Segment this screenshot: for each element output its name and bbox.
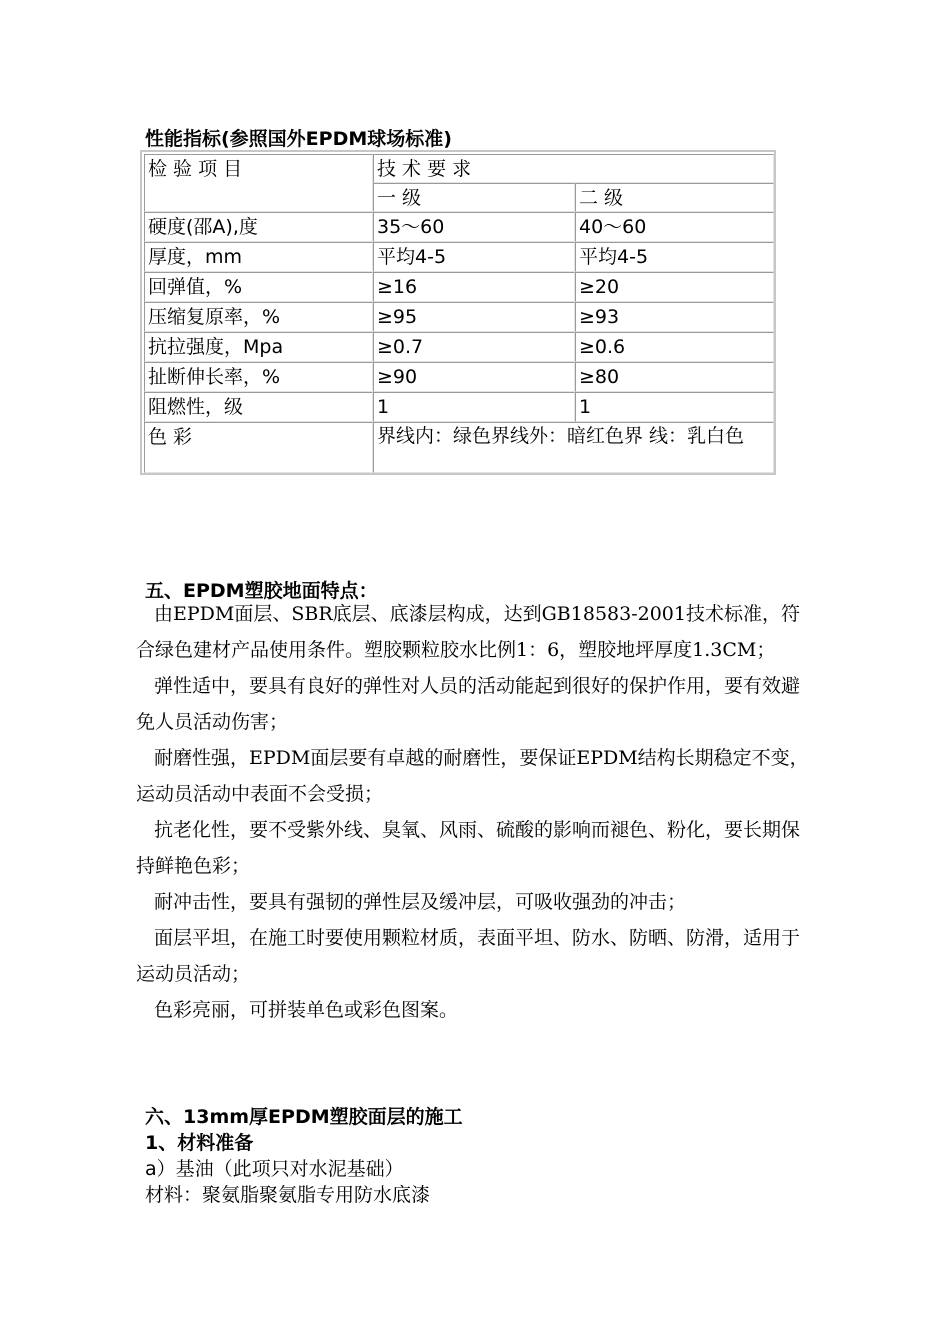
row-grade2: ≥80: [575, 362, 774, 392]
paragraph: 色彩亮丽，可拼装单色或彩色图案。: [154, 999, 459, 1021]
row-grade2: 平均4-5: [575, 242, 774, 272]
row-grade2: 1: [575, 392, 774, 422]
row-grade1: ≥95: [373, 302, 575, 332]
row-grade2: ≥20: [575, 272, 774, 302]
section5-title: 五、EPDM塑胶地面特点：: [145, 580, 378, 602]
row-grade1: 平均4-5: [373, 242, 575, 272]
header-grade2: 二 级: [575, 183, 774, 212]
row-item: 扯断伸长率，%: [144, 362, 373, 392]
row-item: 阻燃性，级: [144, 392, 373, 422]
spec-table: [140, 150, 776, 475]
row-item: 回弹值，%: [144, 272, 373, 302]
item-a: a）基油（此项只对水泥基础）: [145, 1158, 404, 1180]
paragraph: 耐冲击性，要具有强韧的弹性层及缓冲层，可吸收强劲的冲击；: [154, 891, 687, 913]
color-value: 界线内：绿色界线外：暗红色界 线：乳白色: [373, 422, 774, 473]
row-grade1: ≥90: [373, 362, 575, 392]
section5-body: [136, 596, 816, 1028]
table-title: 性能指标(参照国外EPDM球场标准): [145, 128, 452, 150]
row-grade1: 35～60: [373, 212, 575, 242]
row-grade2: ≥0.6: [575, 332, 774, 362]
material-line: 材料：聚氨脂聚氨脂专用防水底漆: [145, 1184, 431, 1206]
row-grade2: ≥93: [575, 302, 774, 332]
section6-subtitle: 1、材料准备: [145, 1132, 254, 1154]
row-grade1: ≥0.7: [373, 332, 575, 362]
row-item: 硬度(邵A),度: [144, 212, 373, 242]
row-item: 抗拉强度，Mpa: [144, 332, 373, 362]
paragraph: 由EPDM面层、SBR底层、底漆层构成，达到GB18583-2001技术标准，符合绿色建材产品使用条件。塑胶颗粒胶水比例1：6，塑胶地坪厚度1.3CM；: [136, 603, 800, 661]
paragraph: 耐磨性强，EPDM面层要有卓越的耐磨性，要保证EPDM结构长期稳定不变，运动员活动中表面不会受损；: [136, 747, 809, 805]
header-grade1: 一 级: [373, 183, 575, 212]
header-requirement: 技 术 要 求: [373, 154, 774, 183]
section6-title: 六、13mm厚EPDM塑胶面层的施工: [145, 1106, 463, 1128]
row-grade1: 1: [373, 392, 575, 422]
header-item: 检 验 项 目: [144, 154, 373, 212]
paragraph: 抗老化性，要不受紫外线、臭氧、风雨、硫酸的影响而褪色、粉化，要长期保持鲜艳色彩；: [136, 819, 801, 877]
row-grade1: ≥16: [373, 272, 575, 302]
paragraph: 弹性适中，要具有良好的弹性对人员的活动能起到很好的保护作用，要有效避免人员活动伤害；: [136, 675, 801, 733]
row-grade2: 40～60: [575, 212, 774, 242]
color-item: 色 彩: [144, 422, 373, 473]
row-item: 压缩复原率，%: [144, 302, 373, 332]
paragraph: 面层平坦，在施工时要使用颗粒材质，表面平坦、防水、防晒、防滑，适用于运动员活动；: [136, 927, 801, 985]
row-item: 厚度，mm: [144, 242, 373, 272]
